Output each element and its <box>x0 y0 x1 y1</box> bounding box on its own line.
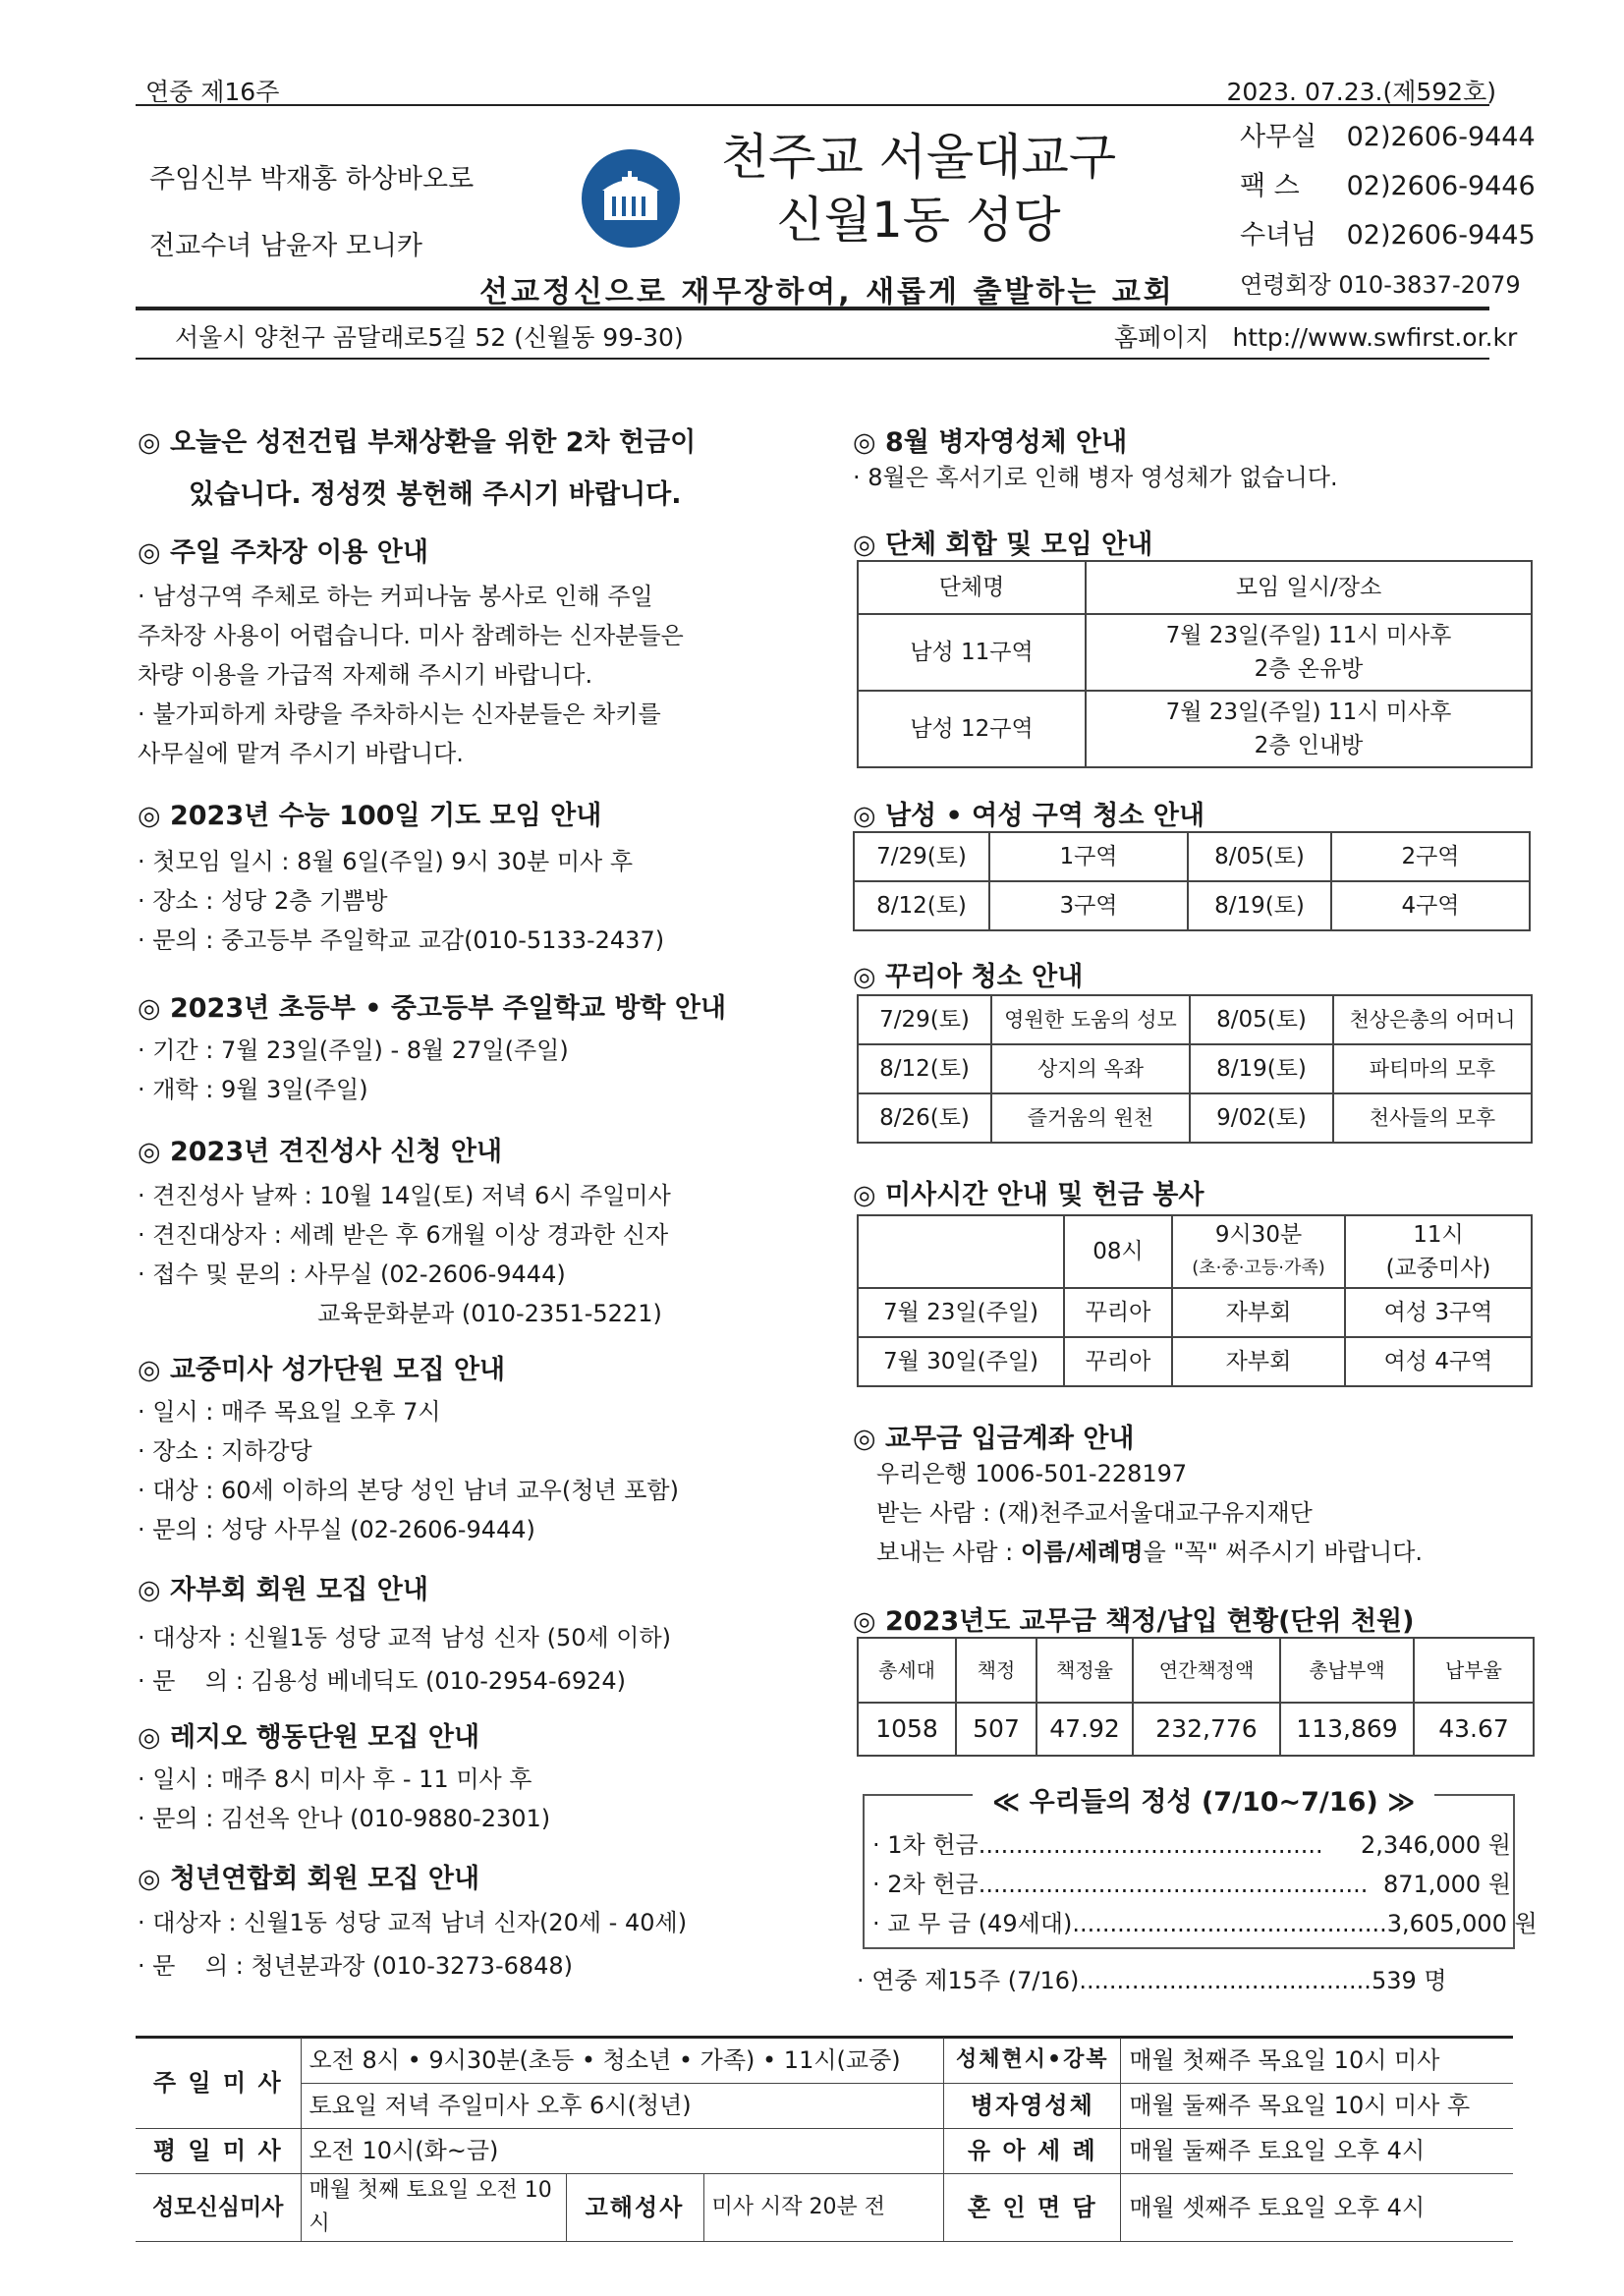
contact-office: 사무실 02)2606-9444 <box>1240 122 1536 152</box>
notice-second-collection: ◎ 오늘은 성전건립 부채상환을 위한 2차 헌금이 있습니다. 정성껏 봉헌해 주시기 바랍니다. <box>138 427 697 510</box>
mass-schedule-table <box>136 2038 1513 2242</box>
church-logo-icon <box>573 147 689 263</box>
pastor-name: 주임신부 박재홍 하상바오로 <box>149 164 475 195</box>
contact-funeral: 연령회장 010-3837-2079 <box>1240 271 1521 299</box>
week-label: 연중 제16주 <box>145 78 280 106</box>
table-row: 7/29(토) 1구역 8/05(토) 2구역 <box>854 832 1530 881</box>
issue-date: 2023. 07.23.(제592호) <box>1226 78 1496 106</box>
header-divider <box>136 307 1489 310</box>
mass-table: 08시 9시30분 (초·중·고등·가족) 11시 (교중미사) 7월 23일(주일) 꾸리아 자부회 여성 3구역 7월 30일(주일) 꾸리아 자부회 여성 4구역 <box>857 1214 1533 1387</box>
table-row: 주 일 미 사 오전 8시 • 9시30분(초등 • 청소년 • 가족) • 11시(교중) 성체현시•강복 매월 첫째주 목요일 10시 미사 <box>136 2038 1513 2083</box>
section-legio: ◎ 레지오 행동단원 모집 안내 · 일시 : 매주 8시 미사 후 - 11 미사 후 · 문의 : 김선옥 안나 (010-9880-2301) <box>138 1722 551 1832</box>
kuria-table <box>857 994 1533 1144</box>
sick-communion-body: · 8월은 혹서기로 인해 병자 영성체가 없습니다. <box>853 464 1338 491</box>
table-row: 토요일 저녁 주일미사 오후 6시(청년) 병자영성체 매월 둘째주 목요일 10시 미사 후 <box>136 2083 1513 2128</box>
section-choir: ◎ 교중미사 성가단원 모집 안내 · 일시 : 매주 목요일 오후 7시 · 장소 : 지하강당 · 대상 : 60세 이하의 본당 성인 남녀 교우(청년 포함) · 문의 : 성당 사무실 (02-2606-9444) <box>138 1355 679 1543</box>
table-row: 8/26(토) 즐거움의 원천 9/02(토) 천사들의 모후 <box>858 1093 1532 1143</box>
dues-table: 총세대 책정 책정율 연간책정액 총납부액 납부율 1058 507 47.92 232,776 113,869 43.67 <box>857 1637 1535 1757</box>
table-row: 성모신심미사 매월 첫째 토요일 오전 10시 고해성사 미사 시작 20분 전 혼 인 면 담 매월 셋째주 토요일 오후 4시 <box>136 2173 1513 2241</box>
table-row: 남성 11구역 7월 23일(주일) 11시 미사후 2층 온유방 <box>858 614 1532 691</box>
table-row: 8/12(토) 3구역 8/19(토) 4구역 <box>854 881 1530 930</box>
contact-sister: 수녀님 02)2606-9445 <box>1240 220 1536 251</box>
table-row: 평 일 미 사 오전 10시(화~금) 유 아 세 례 매월 둘째주 토요일 오후 4시 <box>136 2128 1513 2173</box>
church-title-2: 신월1동 성당 <box>776 192 1061 249</box>
account-title: ◎ 교무금 입금계좌 안내 <box>853 1424 1135 1454</box>
list-item: · 1차 헌금.............................................. 2,346,000 원 <box>872 1831 1511 1859</box>
sick-communion-title: ◎ 8월 병자영성체 안내 <box>853 427 1128 458</box>
list-item: · 2차 헌금.................................................... 871,000 원 <box>872 1871 1511 1898</box>
table-row: 7/29(토) 영원한 도움의 성모 8/05(토) 천상은총의 어머니 <box>858 995 1532 1044</box>
address-divider <box>136 358 1489 360</box>
dues-title: ◎ 2023년도 교무금 책정/납입 현황(단위 천원) <box>853 1606 1415 1637</box>
list-item: · 교 무 금 (49세대).......................................... 3,605,000 원 <box>872 1910 1538 1937</box>
homepage[interactable]: 홈페이지 http://www.swfirst.or.kr <box>1114 323 1518 352</box>
account-body: 우리은행 1006-501-228197 받는 사람 : (재)천주교서울대교구유지재단 보내는 사람 : 이름/세례명을 "꼭" 써주시기 바랍니다. <box>876 1460 1424 1566</box>
table-row: 7월 30일(주일) 꾸리아 자부회 여성 4구역 <box>858 1337 1532 1386</box>
section-fathers: ◎ 자부회 회원 모집 안내 · 대상자 : 신월1동 성당 교적 남성 신자 (50세 이하) · 문 의 : 김용성 베네딕도 (010-2954-6924) <box>138 1575 672 1695</box>
attendance: · 연중 제15주 (7/16).......................................539 명 <box>857 1967 1447 1994</box>
section-prayer: ◎ 2023년 수능 100일 기도 모임 안내 · 첫모임 일시 : 8월 6일(주일) 9시 30분 미사 후 · 장소 : 성당 2층 기쁨방 · 문의 : 중고등부 주일학교 교감(010-5133-2437) <box>138 801 665 954</box>
offering-list <box>872 1825 1538 1943</box>
church-title-1: 천주교 서울대교구 <box>720 129 1117 186</box>
top-divider <box>136 104 1489 106</box>
section-confirmation: ◎ 2023년 견진성사 신청 안내 · 견진성사 날짜 : 10월 14일(토) 저녁 6시 주일미사 · 견진대상자 : 세례 받은 후 6개월 이상 경과한 신자 · 접수 및 문의 : 사무실 (02-2606-9444) 교육문화분과 (010-2351-5221) <box>138 1137 671 1327</box>
clean-table <box>853 831 1531 931</box>
kuria-title: ◎ 꾸리아 청소 안내 <box>853 962 1084 992</box>
groups-title: ◎ 단체 회합 및 모임 안내 <box>853 530 1153 560</box>
offering-title: ≪ 우리들의 정성 (7/10~7/16) ≫ <box>973 1780 1434 1819</box>
section-vacation: ◎ 2023년 초등부 • 중고등부 주일학교 방학 안내 · 기간 : 7월 23일(주일) - 8월 27일(주일) · 개학 : 9월 3일(주일) <box>138 993 727 1103</box>
sister-name: 전교수녀 남윤자 모니카 <box>149 231 422 261</box>
clean-title: ◎ 남성 • 여성 구역 청소 안내 <box>853 801 1205 831</box>
table-row: 8/12(토) 상지의 옥좌 8/19(토) 파티마의 모후 <box>858 1044 1532 1093</box>
address: 서울시 양천구 곰달래로5길 52 (신월동 99-30) <box>175 323 684 352</box>
section-youth: ◎ 청년연합회 회원 모집 안내 · 대상자 : 신월1동 성당 교적 남녀 신자(20세 - 40세) · 문 의 : 청년분과장 (010-3273-6848) <box>138 1864 688 1980</box>
mass-title: ◎ 미사시간 안내 및 헌금 봉사 <box>853 1180 1204 1210</box>
slogan: 선교정신으로 재무장하여, 새롭게 출발하는 교회 <box>479 275 1175 309</box>
table-row: 7월 23일(주일) 꾸리아 자부회 여성 3구역 <box>858 1288 1532 1337</box>
contact-fax: 팩 스 02)2606-9446 <box>1240 171 1536 201</box>
table-row: 남성 12구역 7월 23일(주일) 11시 미사후 2층 인내방 <box>858 691 1532 767</box>
contact-list <box>1240 113 1536 309</box>
table-row: 1058 507 47.92 232,776 113,869 43.67 <box>858 1703 1534 1756</box>
groups-table: 단체명 모임 일시/장소 남성 11구역 7월 23일(주일) 11시 미사후 2층 온유방 남성 12구역 7월 23일(주일) 11시 미사후 2층 인내방 <box>857 560 1533 768</box>
section-parking: ◎ 주일 주차장 이용 안내 · 남성구역 주체로 하는 커피나눔 봉사로 인해 주일 주차장 사용이 어렵습니다. 미사 참례하는 신자분들은 차량 이용을 가급적 자제해 주시기 바랍니다. · 불가피하게 차량을 주차하시는 신자분들은 차키를 사무실에 맡겨 주시기 바랍니다. <box>138 537 684 767</box>
